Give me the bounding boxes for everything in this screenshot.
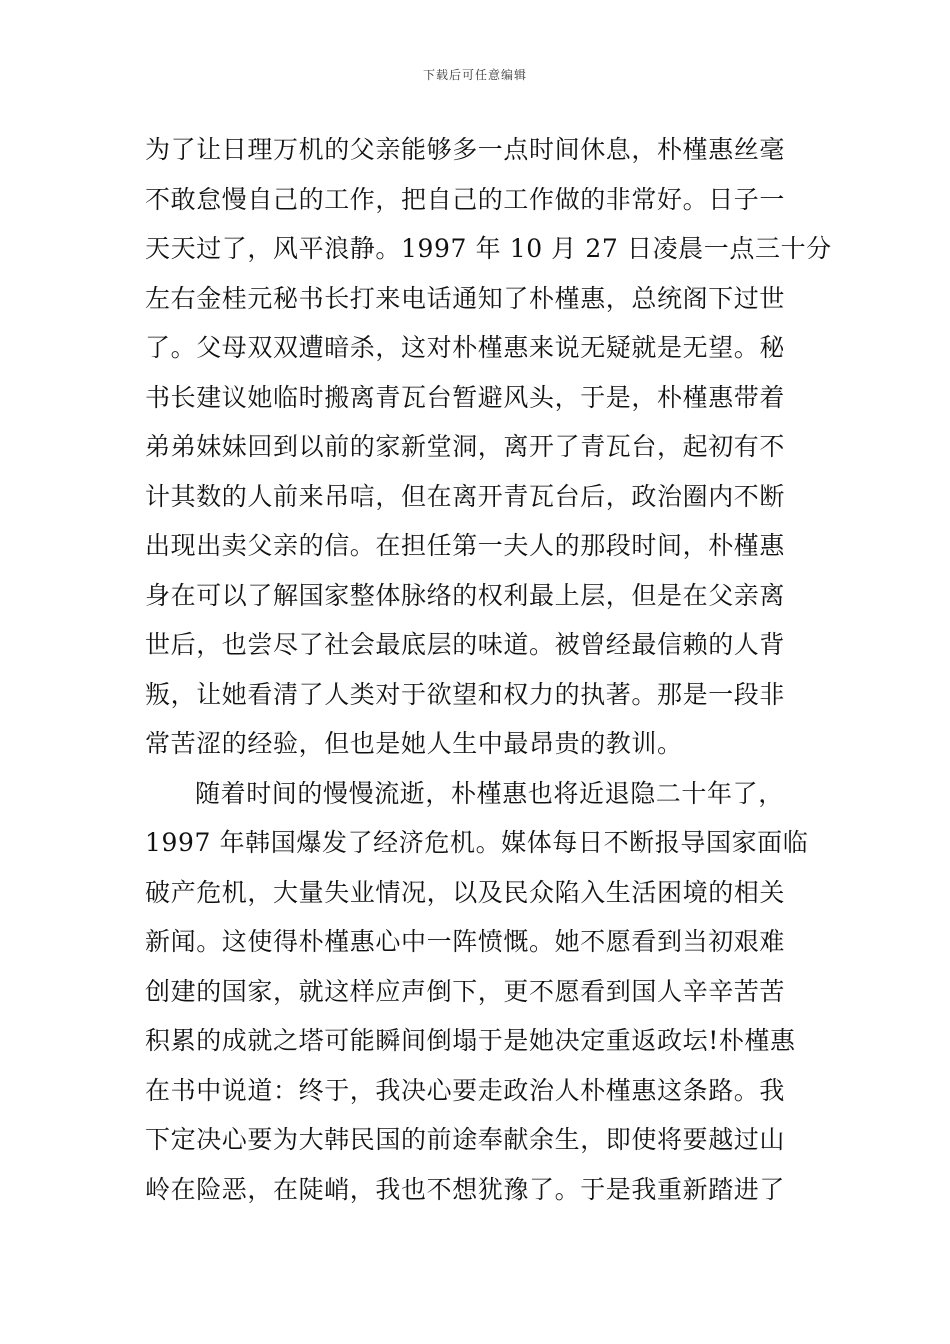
text-line: 常苦涩的经验，但也是她人生中最昂贵的教训。 <box>145 729 683 758</box>
text-line: 下定决心要为大韩民国的前途奉献余生，即使将要越过山 <box>145 1125 786 1154</box>
text-line: 世后，也尝尽了社会最底层的味道。被曾经最信赖的人背 <box>145 630 786 659</box>
text-line: 新闻。这使得朴槿惠心中一阵愤慨。她不愿看到当初艰难 <box>145 927 786 956</box>
text-line: 创建的国家，就这样应声倒下，更不愿看到国人辛辛苦苦 <box>145 976 786 1006</box>
text-line: 身在可以了解国家整体脉络的权利最上层，但是在父亲离 <box>145 580 786 610</box>
paragraph-2 <box>145 769 809 1215</box>
body-text <box>145 125 832 1214</box>
text-line: 破产危机，大量失业情况，以及民众陷入生活困境的相关 <box>145 877 786 907</box>
paragraph-1 <box>145 125 832 769</box>
text-line: 书长建议她临时搬离青瓦台暂避风头，于是，朴槿惠带着 <box>145 382 786 412</box>
text-line: 弟弟妹妹回到以前的家新堂洞，离开了青瓦台，起初有不 <box>145 432 786 461</box>
text-line: 不敢怠慢自己的工作，把自己的工作做的非常好。日子一 <box>145 184 786 214</box>
text-line: 叛，让她看清了人类对于欲望和权力的执著。那是一段非 <box>145 679 786 709</box>
text-line: 计其数的人前来吊唁，但在离开青瓦台后，政治圈内不断 <box>145 481 786 511</box>
text-line: 天天过了，风平浪静。1997 年 10 月 27 日凌晨一点三十分 <box>145 234 832 263</box>
text-line: 了。父母双双遭暗杀，这对朴槿惠来说无疑就是无望。秘 <box>145 333 786 362</box>
text-line: 为了让日理万机的父亲能够多一点时间休息，朴槿惠丝毫 <box>145 135 786 164</box>
text-line: 出现出卖父亲的信。在担任第一夫人的那段时间，朴槿惠 <box>145 531 786 560</box>
text-line: 在书中说道：终于，我决心要走政治人朴槿惠这条路。我 <box>145 1075 786 1105</box>
text-line: 1997 年韩国爆发了经济危机。媒体每日不断报导国家面临 <box>145 828 809 857</box>
page-header: 下载后可任意编辑 <box>422 68 527 82</box>
text-line: 积累的成就之塔可能瞬间倒塌于是她决定重返政坛!朴槿惠 <box>145 1026 796 1055</box>
text-line: 左右金桂元秘书长打来电话通知了朴槿惠，总统阁下过世 <box>145 283 786 313</box>
text-line: 岭在险恶，在陡峭，我也不想犹豫了。于是我重新踏进了 <box>145 1174 786 1204</box>
text-line: 随着时间的慢慢流逝，朴槿惠也将近退隐二十年了， <box>195 778 784 808</box>
